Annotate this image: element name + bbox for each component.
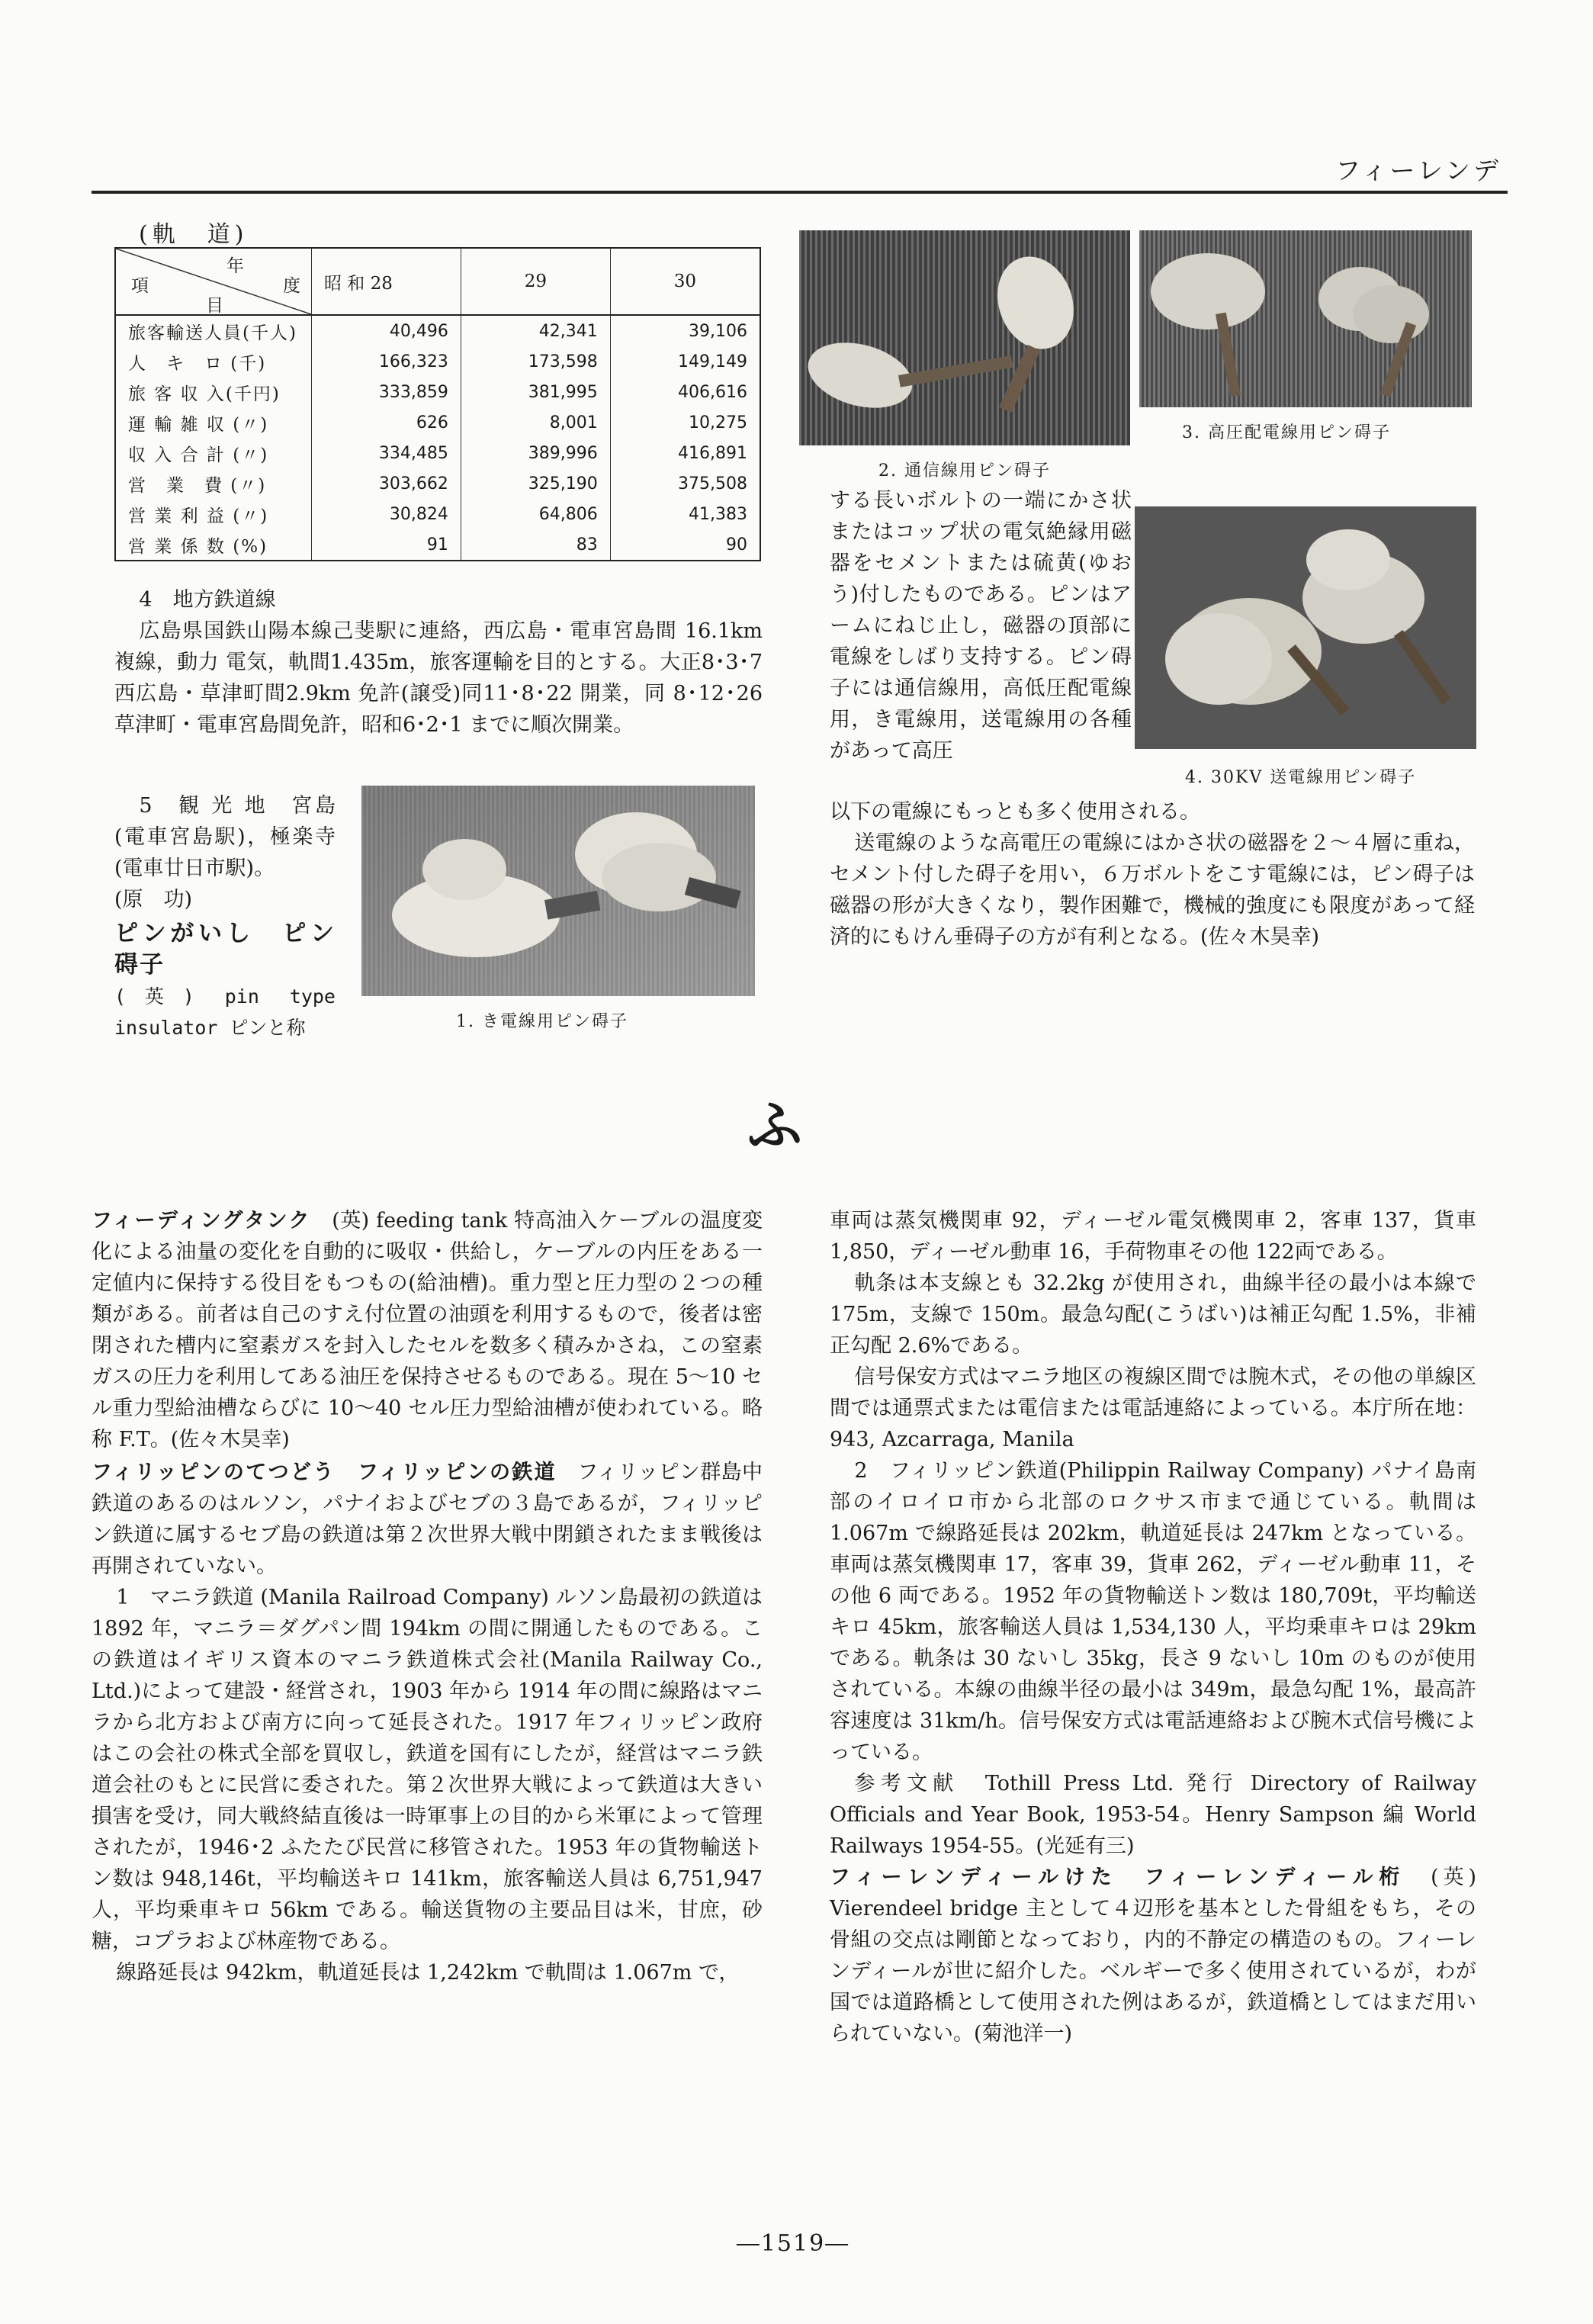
- philippine-railways-text: フィリッピン群島中鉄道のあるのはルソン，パナイおよびセブの３島であるが，フィリッピン鉄道に属するセブ島の鉄道は第２次世界大戦中閉鎖されたまま戦後は再開されていない。: [92, 1461, 763, 1578]
- table-corner-cell: [115, 248, 312, 315]
- manila-railroad-text: 1 マニラ鉄道 (Manila Railroad Company) ルソン島最初の鉄道は 1892 年，マニラ＝ダグパン間 194km の間に開通したものである。この鉄道はイギリス資本のマニラ鉄道株式会社(Manila Railway Co., Ltd.)によって建設・経営され，1903 年から 1914 年の間に線路はマニラから北方および南方に向って延長された。1917 年フィリッピン政府はこの会社の株式全部を買収し，鉄道を国有にしたが，経営はマニラ鉄道会社のもとに民営に委された。第２次世界大戦によって鉄道は大きい損害を受け，同大戦終結直後は一時軍事上の目的から米軍によって管理されたが，1946･2 ふたたび民営に移管された。1953 年の貨物輸送トン数は 948,146t，平均輸送キロ 141km，旅客輸送人員は 6,751,947 人，平均乗車キロ 56km である。輸送貨物の主要品目は米，甘庶，砂糖，コプラおよび林産物である。: [92, 1586, 763, 1953]
- table-cell: 41,383: [610, 499, 760, 529]
- row-label: 営 業 係 数 (%): [115, 529, 312, 561]
- table-row: [115, 377, 760, 407]
- pin-insulator-continued-2: [830, 796, 1475, 953]
- table-row: [115, 529, 760, 561]
- table-cell: 334,485: [312, 438, 461, 468]
- communication-pin-insulator-image: [799, 230, 1130, 445]
- table-cell: 325,190: [461, 468, 610, 499]
- table-cell: 375,508: [610, 468, 760, 499]
- figure-4-photo: [1135, 506, 1476, 749]
- table-cell: 30,824: [312, 499, 461, 529]
- section-4-heading: 4 地方鉄道線: [139, 588, 276, 612]
- row-label: 運 輸 雑 収 (〃): [115, 407, 312, 438]
- entry-title-feeding-tank: フィーディングタンク: [92, 1209, 311, 1233]
- railway-stats-table: [114, 247, 761, 561]
- column-header: 昭 和 28: [312, 248, 461, 315]
- section-5-text: 5 観 光 地 宮島(電車宮島駅)，極楽寺(電車廿日市駅)。: [114, 794, 336, 880]
- entry-title-philippine-railways: フィリッピンのてつどう フィリッピンの鉄道: [92, 1461, 557, 1484]
- page-number: ―1519―: [736, 2230, 850, 2257]
- figure-1-photo: [361, 786, 755, 996]
- rail-text: 軌条は本支線とも 32.2kg が使用され，曲線半径の最小は本線で 175m，支線で 150m。最急勾配(こうばい)は補正勾配 1.5%，非補正勾配 2.6%である。: [830, 1271, 1476, 1358]
- pin-insulator-intro: (英) pin type insulator ピンと称: [114, 985, 336, 1039]
- table-cell: 149,149: [610, 346, 760, 377]
- column-header: 30: [610, 248, 760, 315]
- table-cell: 90: [610, 529, 760, 561]
- table-cell: 626: [312, 407, 461, 438]
- table-cell: 39,106: [610, 315, 760, 346]
- figure-3-photo: [1139, 230, 1472, 407]
- header-rule: [92, 191, 1508, 194]
- table-cell: 10,275: [610, 407, 760, 438]
- table-cell: 303,662: [312, 468, 461, 499]
- manila-railroad-text-2: 線路延長は 942km，軌道延長は 1,242km で軌間は 1.067m で，: [116, 1961, 740, 1985]
- table-cell: 333,859: [312, 377, 461, 407]
- table-caption: (軌 道): [139, 221, 249, 248]
- left-lower-column: [92, 1205, 763, 1988]
- corner-moku-label: 目: [206, 296, 223, 316]
- table-cell: 40,496: [312, 315, 461, 346]
- figure-1-caption: 1. き電線用ピン碍子: [456, 1012, 628, 1031]
- table-cell: 64,806: [461, 499, 610, 529]
- distribution-pin-insulator-image: [1139, 230, 1472, 407]
- table-row: [115, 346, 760, 377]
- corner-item-label: 項: [131, 276, 149, 296]
- vierendeel-text: (英) Vierendeel bridge 主として４辺形を基本とした骨組をもち，その骨組の交点は剛節となっており，内的不静定の構造のもの。フィーレンディールが世に紹介した。ベルギーで多く使用されているが，わが国では道路橋として使用された例はあるが，鉄道橋としてはまだ用いられていない。(菊池洋一): [830, 1866, 1476, 2046]
- table-cell: 166,323: [312, 346, 461, 377]
- running-head: フィーレンデ: [1335, 156, 1501, 185]
- pin-insulator-text-2: 以下の電線にもっとも多く使用される。: [830, 800, 1200, 824]
- figure-2-caption: 2. 通信線用ピン碍子: [878, 461, 1051, 481]
- row-label: 人 キ ロ (千): [115, 346, 312, 377]
- feeding-tank-text: (英) feeding tank 特高油入ケーブルの温度変化による油量の変化を自動的に吸収・供給し，ケーブルの内圧をある一定値内に保持する役目をもつもの(給油槽)。重力型と圧力型の２つの種類がある。前者は自己のすえ付位置の油頭を利用するもので，後者は密閉された槽内に窒素ガスを封入したセルを数多く積みかさね，この窒素ガスの圧力を利用してある油圧を保持させるものである。現在 5～10 セル重力型給油槽ならびに 10～40 セル圧力型給油槽が使われている。略称 F.T。(佐々木昊幸): [92, 1209, 763, 1451]
- section-4: [114, 584, 763, 741]
- references-text: 参考文献 Tothill Press Ltd. 発行 Directory of Railway Officials and Year Book, 1953-54。Henry Sampson 編 World Railways 1954-55。(光延有三): [830, 1772, 1476, 1858]
- entry-title-vierendeel: フィーレンディールけた フィーレンディール桁: [830, 1866, 1406, 1889]
- section-5: [114, 790, 336, 1043]
- table-header-row: [115, 248, 760, 315]
- philippine-railway-company-text: 2 フィリッピン鉄道(Philippin Railway Company) パナイ島南部のイロイロ市から北部のロクサス市まで通じている。軌間は 1.067m で線路延長は 202km，軌道延長は 247km となっている。車両は蒸気機関車 17，客車 39，貨車 262，ディーゼル動車 11，その他 6 両である。1952 年の貨物輸送トン数は 180,709t，平均輸送キロ 45km，旅客輸送人員は 1,534,130 人，平均乗車キロは 29km である。軌条は 30 ないし 35kg，長さ 9 ないし 10m のものが使用されている。本線の曲線半径の最小は 349m，最急勾配 1%，最高許容速度は 31km/h。信号保安方式は電話連絡および腕木式信号機によっている。: [830, 1459, 1476, 1764]
- table-cell: 173,598: [461, 346, 610, 377]
- table-cell: 389,996: [461, 438, 610, 468]
- corner-degree-label: 度: [283, 276, 300, 296]
- column-header: 29: [461, 248, 610, 315]
- transmission-pin-insulator-image: [1135, 506, 1476, 749]
- figure-2-photo: [799, 230, 1130, 445]
- entry-title-pin-insulator: ピンがいし ピン碍子: [114, 920, 336, 979]
- table-row: [115, 499, 760, 529]
- section-4-text: 広島県国鉄山陽本線己斐駅に連絡，西広島・電車宮島間 16.1km 複線，動力 電気，軌間1.435m，旅客運輸を目的とする。大正8･3･7 西広島・草津町間2.9km 免許(譲受)同11･8･22 開業，同 8･12･26 草津町・電車宮島間免許，昭和6･2･1 までに順次開業。: [114, 619, 763, 737]
- feeder-pin-insulator-image: [361, 786, 755, 996]
- corner-year-label: 年: [226, 256, 244, 276]
- pin-insulator-para-2: 送電線のような高電圧の電線にはかさ状の磁器を２～４層に重ね，セメント付した碍子を用い，６万ボルトをこす電線には，ピン碍子は磁器の形が大きくなり，製作困難で，機械的強度にも限度があって経済的にもけん垂碍子の方が有利となる。(佐々木昊幸): [830, 831, 1475, 949]
- table-row: [115, 407, 760, 438]
- figure-4-caption: 4. 30KV 送電線用ピン碍子: [1185, 768, 1417, 787]
- section-kana-heading: ふ: [747, 1094, 803, 1158]
- table-cell: 91: [312, 529, 461, 561]
- table-cell: 381,995: [461, 377, 610, 407]
- row-label: 営 業 利 益 (〃): [115, 499, 312, 529]
- table-row: [115, 438, 760, 468]
- pin-insulator-text: する長いボルトの一端にかさ状またはコップ状の電気絶縁用磁器をセメントまたは硫黄(ゆおう)付したものである。ピンはアームにねじ止し，磁器の頂部に電線をしばり支持する。ピン碍子には通信線用，高低圧配電線用，き電線用，送電線用の各種があって高圧: [830, 489, 1132, 763]
- section-5-author: (原 功): [114, 888, 193, 911]
- row-label: 営 業 費 (〃): [115, 468, 312, 499]
- row-label: 旅 客 収 入(千円): [115, 377, 312, 407]
- table-cell: 83: [461, 529, 610, 561]
- right-lower-column: [830, 1205, 1476, 2049]
- figure-3-caption: 3. 高圧配電線用ピン碍子: [1182, 423, 1391, 442]
- table-cell: 416,891: [610, 438, 760, 468]
- table-row: [115, 315, 760, 346]
- row-label: 旅客輸送人員(千人): [115, 315, 312, 346]
- table-cell: 8,001: [461, 407, 610, 438]
- pin-insulator-continued: [830, 485, 1132, 767]
- table-cell: 406,616: [610, 377, 760, 407]
- row-label: 収 入 合 計 (〃): [115, 438, 312, 468]
- signal-text: 信号保安方式はマニラ地区の複線区間では腕木式，その他の単線区間では通票式または電信または電話連絡によっている。本庁所在地：943, Azcarraga, Manila: [830, 1365, 1476, 1451]
- table-row: [115, 468, 760, 499]
- rolling-stock-text: 車両は蒸気機関車 92，ディーゼル電気機関車 2，客車 137，貨車 1,850，ディーゼル動車 16，手荷物車その他 122両である。: [830, 1209, 1476, 1264]
- table-cell: 42,341: [461, 315, 610, 346]
